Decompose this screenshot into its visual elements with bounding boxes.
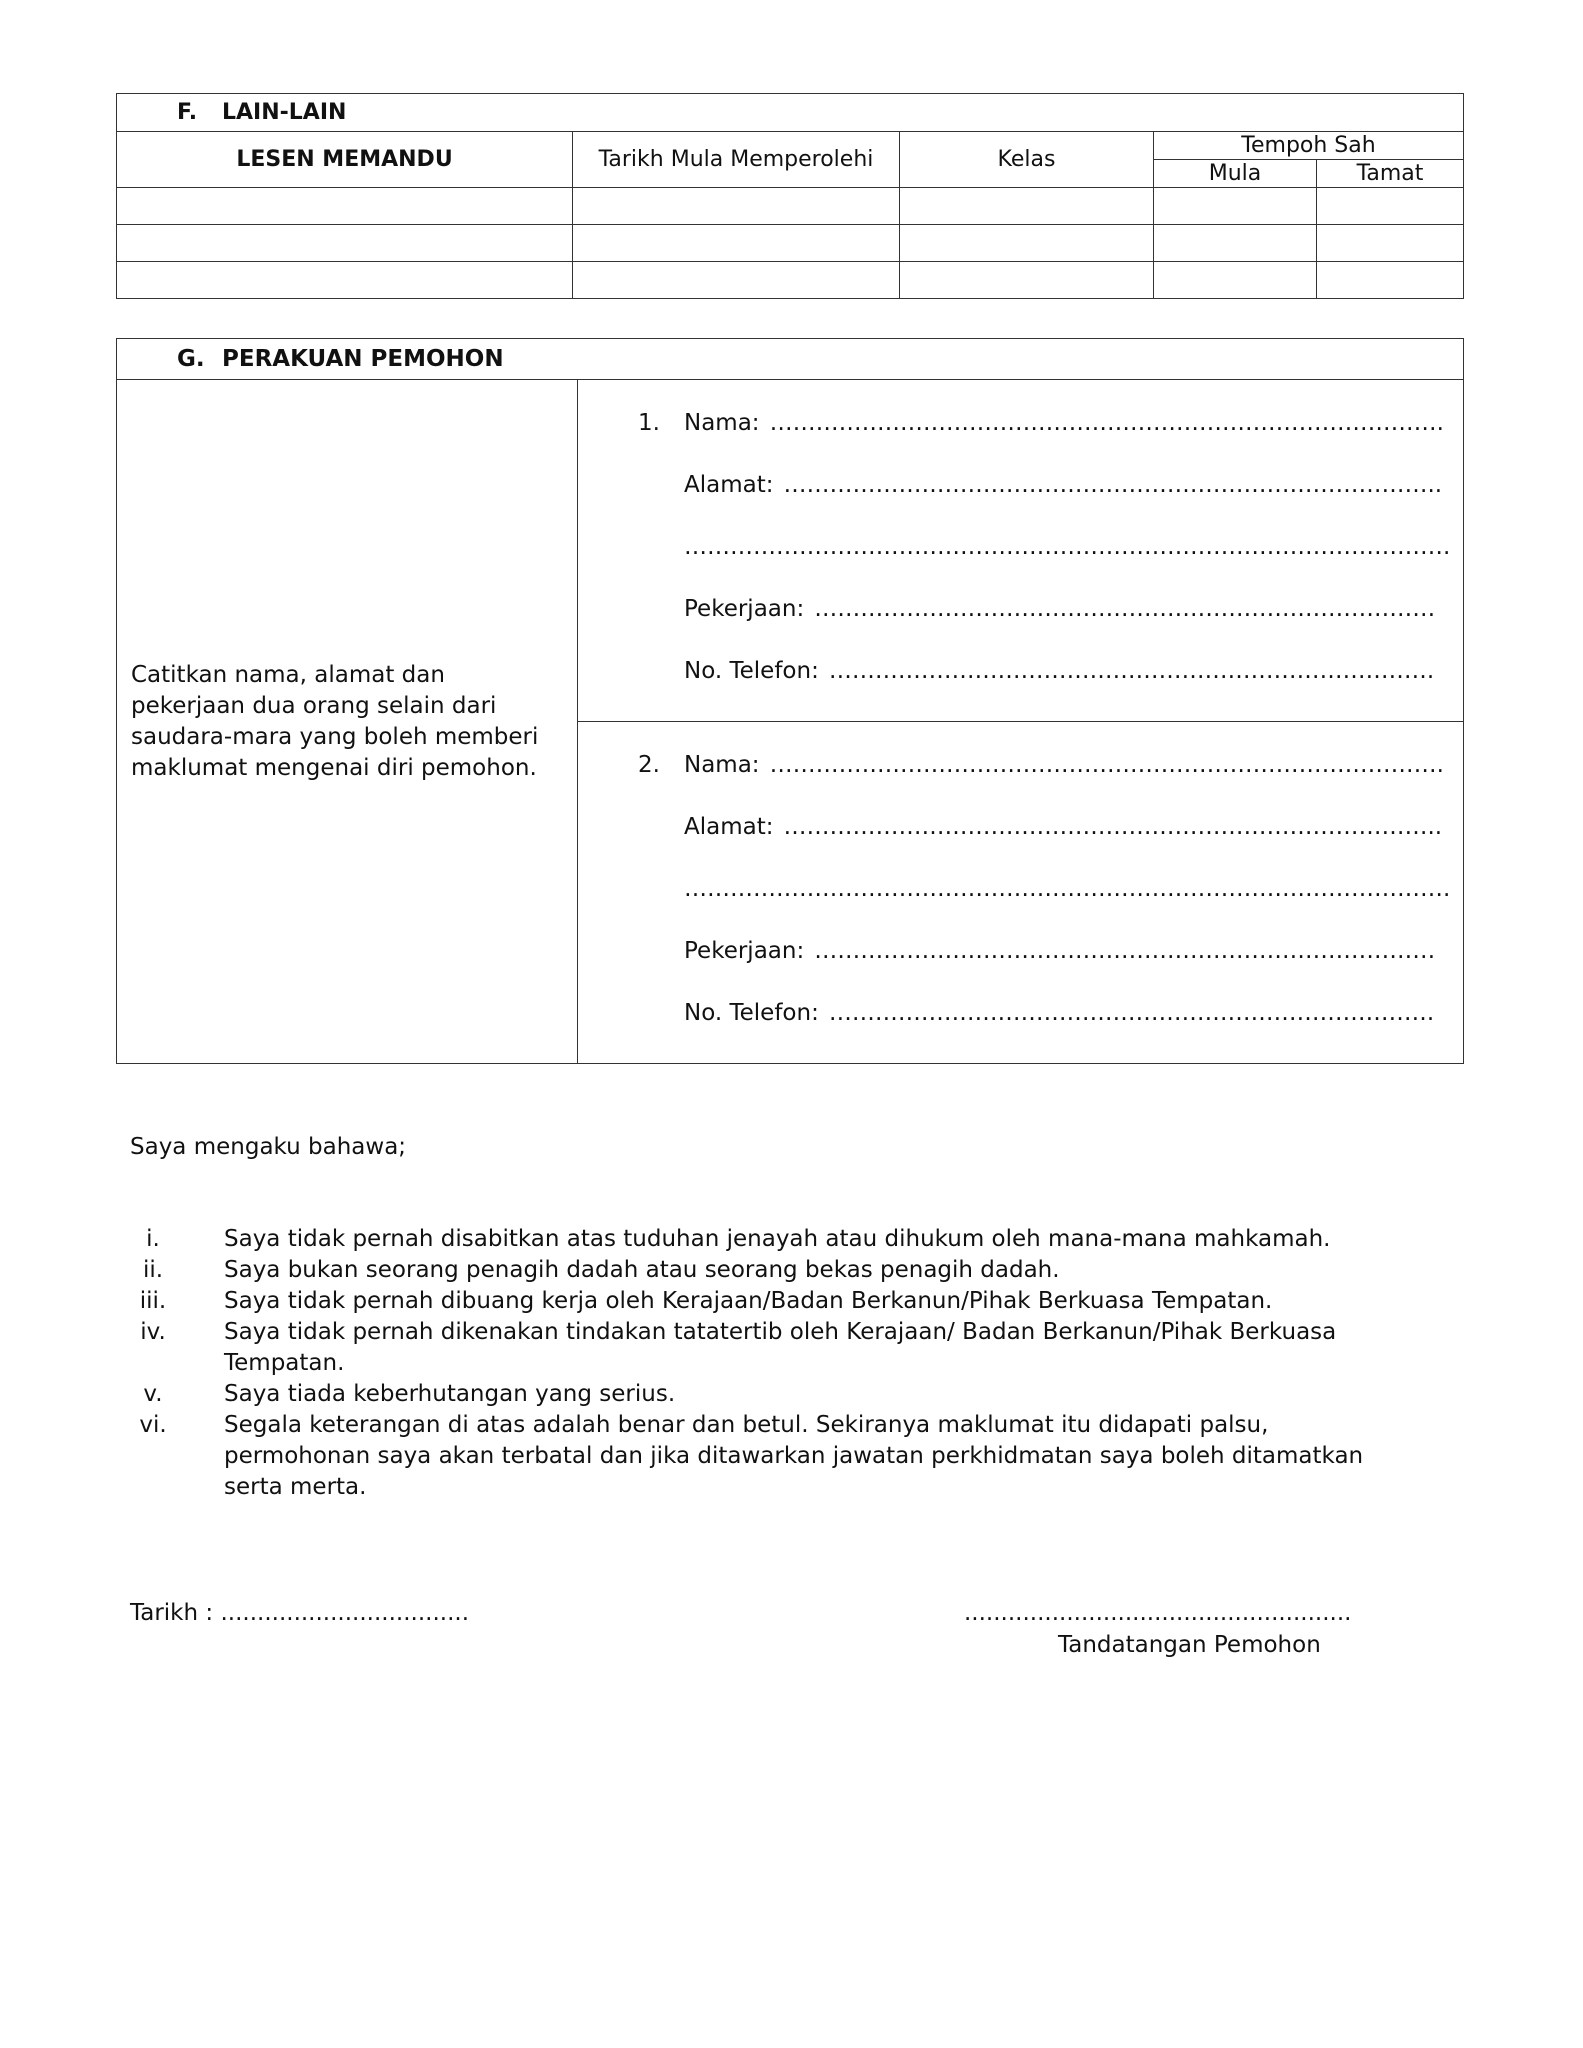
license-cell[interactable] bbox=[900, 262, 1154, 299]
section-f-letter: F. bbox=[177, 100, 198, 125]
date-label: Tarikh : bbox=[130, 1600, 214, 1626]
declaration-number: ii. bbox=[142, 1257, 164, 1283]
declaration-text: Saya tidak pernah dibuang kerja oleh Kerajaan/Badan Berkanun/Pihak Berkuasa Tempatan. bbox=[224, 1288, 1273, 1314]
license-cell[interactable] bbox=[1154, 262, 1317, 299]
license-cell[interactable] bbox=[117, 188, 573, 225]
signature-field[interactable]: ..................................................... bbox=[964, 1600, 1352, 1626]
section-g-title-text: PERAKUAN PEMOHON bbox=[222, 346, 504, 372]
section-f-title bbox=[117, 94, 1464, 132]
date-line bbox=[130, 1600, 469, 1626]
declaration-item bbox=[130, 1255, 1430, 1286]
alamat-field[interactable]: ………………………………………………………………………….. bbox=[783, 472, 1443, 498]
pekerjaan-field[interactable]: ……………………………………………………………………… bbox=[814, 596, 1436, 622]
declaration-list bbox=[130, 1224, 1430, 1503]
pekerjaan-field[interactable]: ……………………………………………………………………… bbox=[814, 938, 1436, 964]
telefon-field[interactable]: ……………………………………………………………………. bbox=[828, 1000, 1435, 1026]
license-cell[interactable] bbox=[900, 188, 1154, 225]
nama-field[interactable]: ……………………………………………………………………………. bbox=[769, 752, 1444, 778]
date-field[interactable]: .................................. bbox=[220, 1600, 470, 1626]
section-f-table bbox=[116, 93, 1464, 299]
header-lesen-memandu: LESEN MEMANDU bbox=[117, 132, 573, 188]
referee-number: 1. bbox=[638, 410, 660, 436]
telefon-label: No. Telefon: bbox=[684, 658, 819, 684]
section-g-table bbox=[116, 338, 1464, 1064]
declaration-number: iii. bbox=[139, 1288, 167, 1314]
declaration-intro: Saya mengaku bahawa; bbox=[130, 1134, 407, 1160]
referee-number: 2. bbox=[638, 752, 660, 778]
declaration-number: iv. bbox=[140, 1319, 166, 1345]
section-g-letter: G. bbox=[177, 346, 205, 372]
alamat-label: Alamat: bbox=[684, 814, 774, 840]
alamat-label: Alamat: bbox=[684, 472, 774, 498]
pekerjaan-label: Pekerjaan: bbox=[684, 596, 805, 622]
license-cell[interactable] bbox=[1317, 262, 1464, 299]
declaration-item bbox=[130, 1224, 1430, 1255]
nama-label: Nama: bbox=[684, 752, 760, 778]
header-mula: Mula bbox=[1154, 160, 1317, 188]
section-f-title-text: LAIN-LAIN bbox=[222, 100, 347, 125]
nama-label: Nama: bbox=[684, 410, 760, 436]
header-tempoh-sah: Tempoh Sah bbox=[1154, 132, 1464, 160]
telefon-label: No. Telefon: bbox=[684, 1000, 819, 1026]
header-tarikh-mula: Tarikh Mula Memperolehi bbox=[573, 132, 900, 188]
signature-label: Tandatangan Pemohon bbox=[1058, 1632, 1321, 1658]
declaration-text: Segala keterangan di atas adalah benar dan betul. Sekiranya maklumat itu didapati palsu, permohonan saya akan terbatal dan jika ditawarkan jawatan perkhidmatan saya boleh ditamatkan serta merta. bbox=[224, 1412, 1364, 1500]
declaration-item bbox=[130, 1379, 1430, 1410]
referee-1-block bbox=[578, 380, 1464, 722]
declaration-text: Saya tidak pernah disabitkan atas tuduhan jenayah atau dihukum oleh mana-mana mahkamah. bbox=[224, 1226, 1331, 1252]
license-cell[interactable] bbox=[1154, 188, 1317, 225]
license-cell[interactable] bbox=[900, 225, 1154, 262]
declaration-item bbox=[130, 1317, 1430, 1379]
license-cell[interactable] bbox=[573, 188, 900, 225]
header-tamat: Tamat bbox=[1317, 160, 1464, 188]
section-g-title bbox=[117, 339, 1464, 380]
telefon-field[interactable]: ……………………………………………………………………. bbox=[828, 658, 1435, 684]
license-row bbox=[117, 188, 1464, 225]
header-kelas: Kelas bbox=[900, 132, 1154, 188]
license-cell[interactable] bbox=[573, 262, 900, 299]
pekerjaan-label: Pekerjaan: bbox=[684, 938, 805, 964]
declaration-text: Saya bukan seorang penagih dadah atau seorang bekas penagih dadah. bbox=[224, 1257, 1060, 1283]
nama-field[interactable]: ……………………………………………………………………………. bbox=[769, 410, 1444, 436]
license-cell[interactable] bbox=[573, 225, 900, 262]
referee-instruction: Catitkan nama, alamat dan pekerjaan dua orang selain dari saudara-mara yang boleh memberi maklumat mengenai diri pemohon. bbox=[117, 380, 578, 1064]
declaration-item bbox=[130, 1286, 1430, 1317]
declaration-text: Saya tiada keberhutangan yang serius. bbox=[224, 1381, 676, 1407]
referee-2-block bbox=[578, 722, 1464, 1064]
license-row bbox=[117, 262, 1464, 299]
declaration-item bbox=[130, 1410, 1430, 1503]
declaration-text: Saya tidak pernah dikenakan tindakan tatatertib oleh Kerajaan/ Badan Berkanun/Pihak Berkuasa Tempatan. bbox=[224, 1319, 1337, 1376]
license-cell[interactable] bbox=[1317, 188, 1464, 225]
license-cell[interactable] bbox=[117, 262, 573, 299]
license-cell[interactable] bbox=[1154, 225, 1317, 262]
license-row bbox=[117, 225, 1464, 262]
alamat-field-2[interactable]: ………………………………………………………………………………………. bbox=[684, 876, 1451, 902]
declaration-number: vi. bbox=[139, 1412, 167, 1438]
alamat-field[interactable]: ………………………………………………………………………….. bbox=[783, 814, 1443, 840]
alamat-field-2[interactable]: ………………………………………………………………………………………. bbox=[684, 534, 1451, 560]
declaration-number: v. bbox=[143, 1381, 163, 1407]
license-cell[interactable] bbox=[117, 225, 573, 262]
license-cell[interactable] bbox=[1317, 225, 1464, 262]
declaration-number: i. bbox=[146, 1226, 160, 1252]
